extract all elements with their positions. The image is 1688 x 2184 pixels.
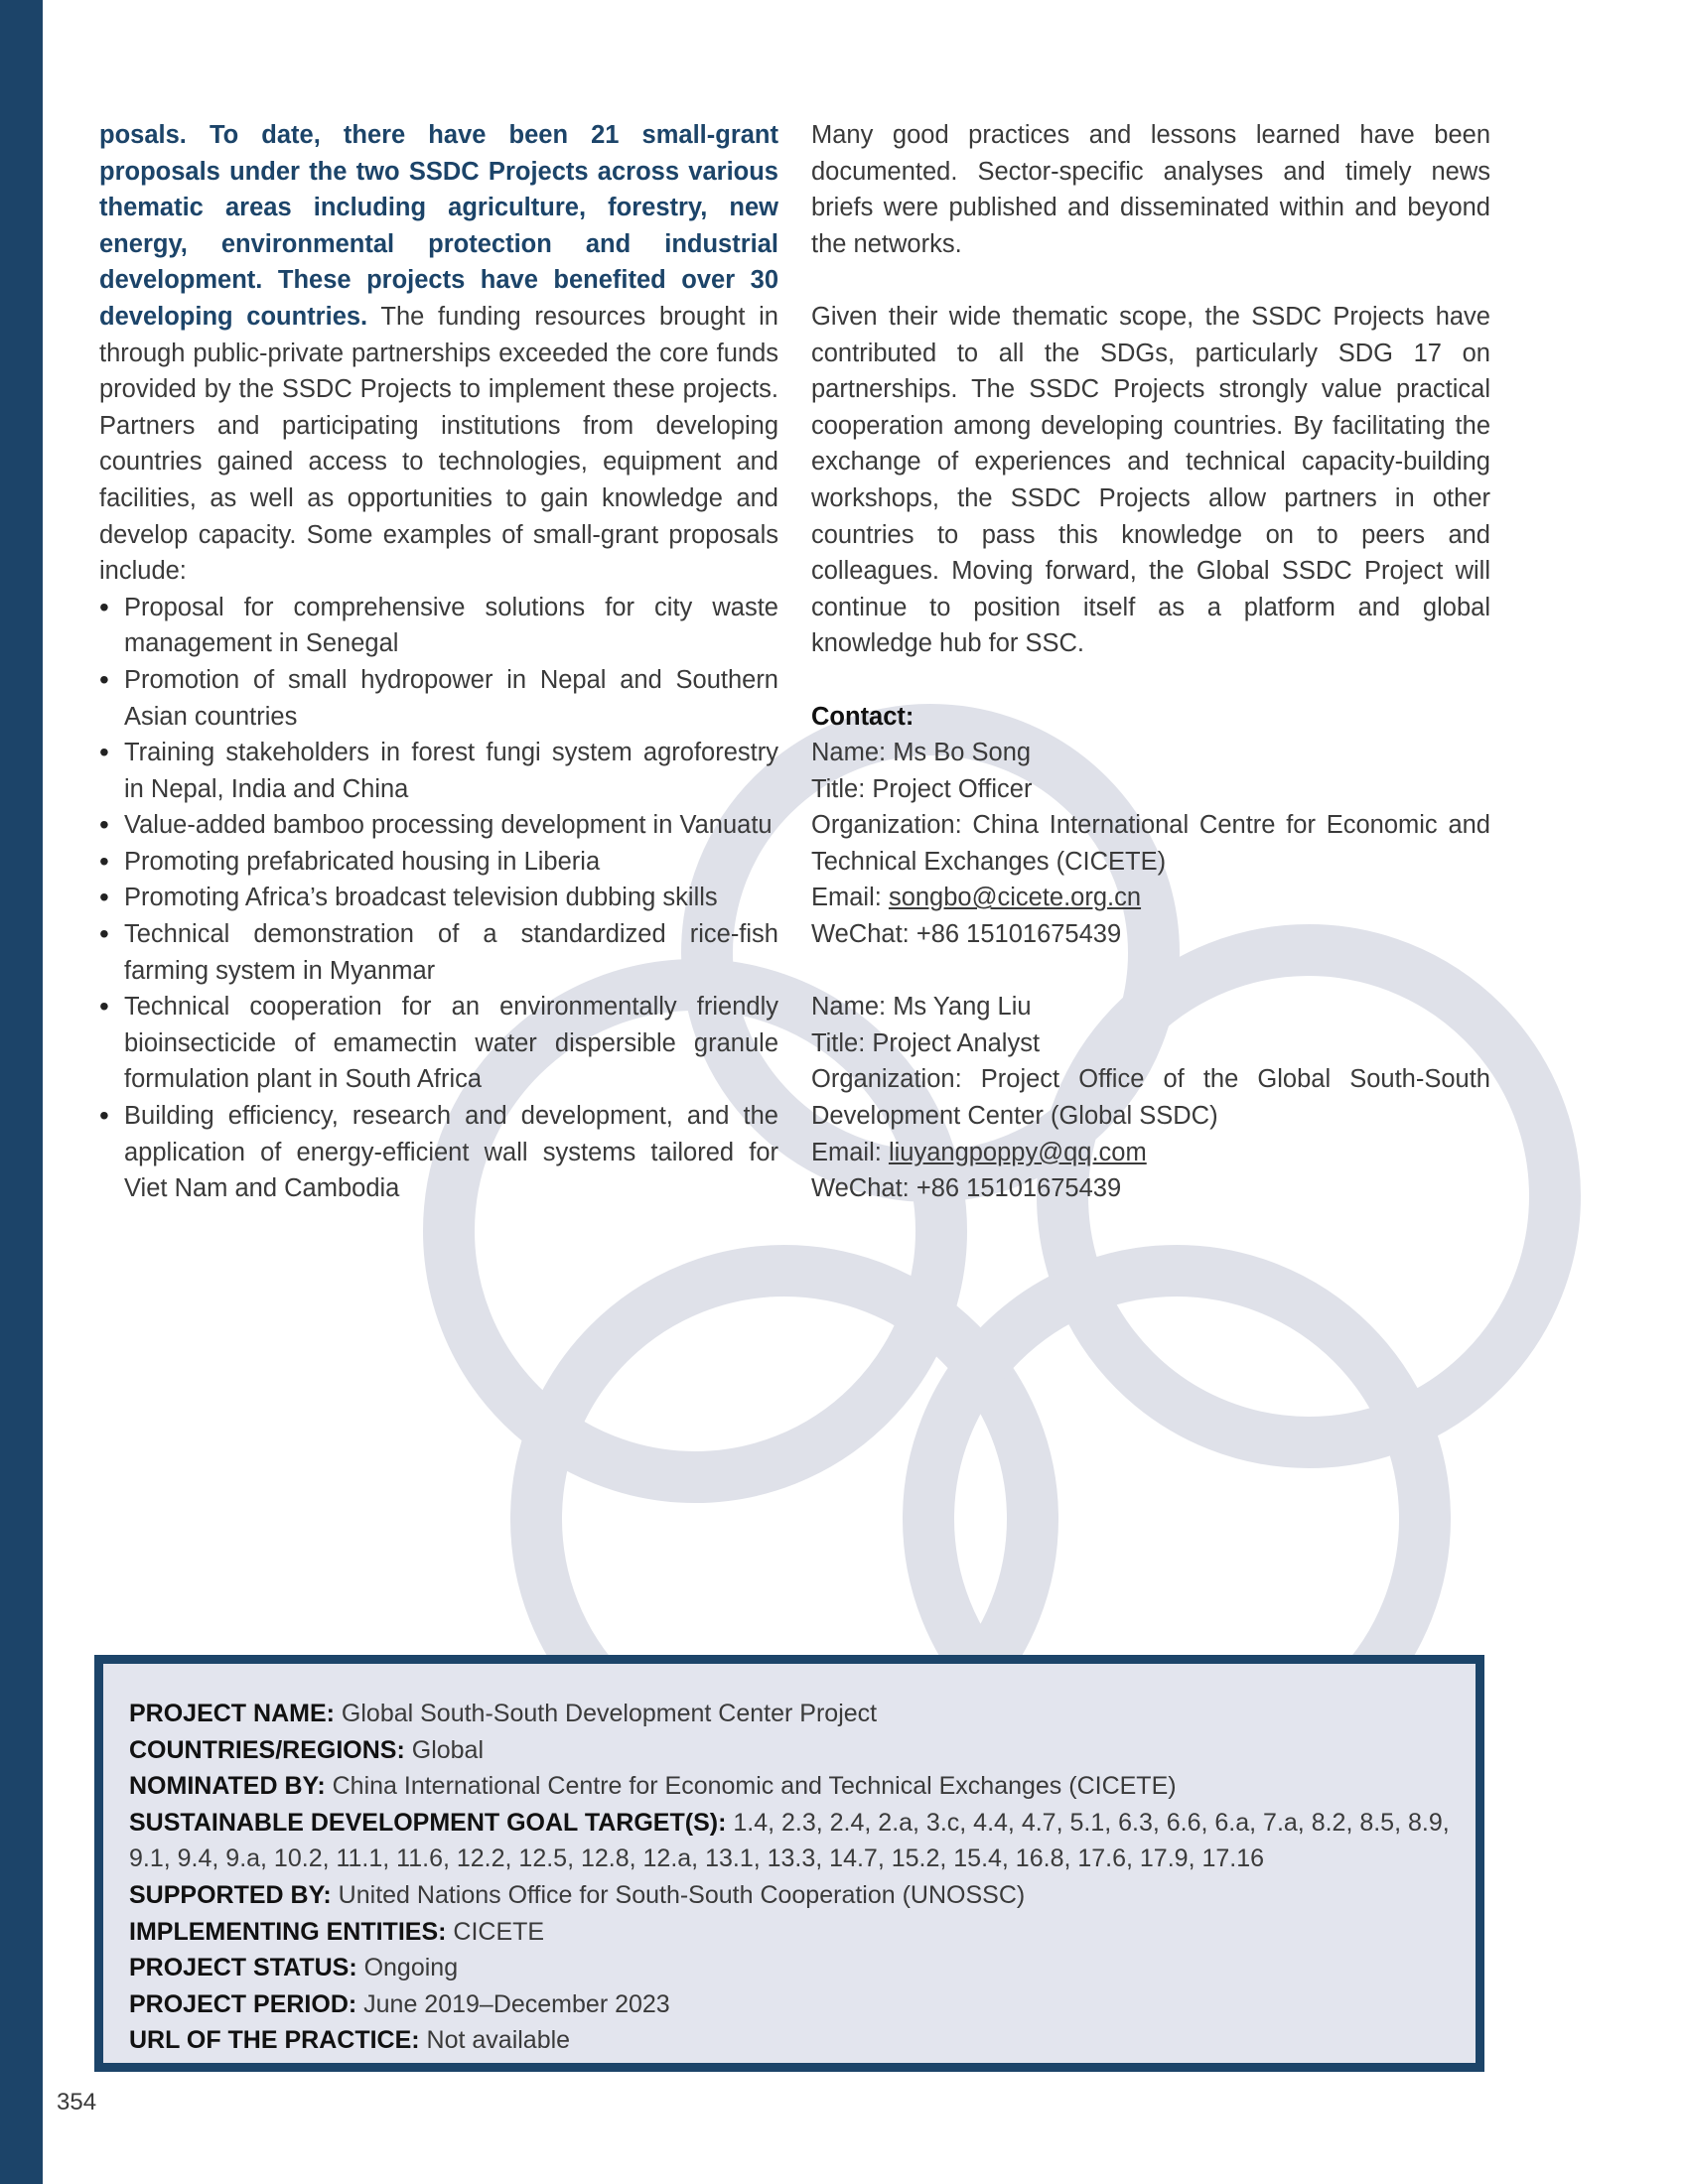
info-value: Ongoing xyxy=(356,1954,459,1982)
thematic-scope-paragraph: Given their wide thematic scope, the SSDC Projects have contributed to all the SDGs, particularly SDG 17 on partnerships. The SSDC Projects strongly value practical cooperation among developing countries. By facilitating the exchange of experiences and technical capacity-building workshops, the SSDC Projects allow partners in other countries to pass this knowledge on to peers and colleagues. Moving forward, the Global SSDC Project will continue to position itself as a platform and global knowledge hub for SSC. xyxy=(811,302,1490,658)
contact-name: Name: Ms Bo Song xyxy=(811,739,1032,767)
info-value: United Nations Office for South-South Cooperation (UNOSSC) xyxy=(331,1880,1026,1909)
info-row-project-name xyxy=(129,1696,1452,1732)
contact-organization: Organization: Project Office of the Global South-South Development Center (Global SSDC) xyxy=(811,1065,1490,1131)
list-item: • Building efficiency, research and development, and the application of energy-efficient wall systems tailored for Viet Nam and Cambodia xyxy=(99,1098,778,1207)
list-item: • Proposal for comprehensive solutions for city waste management in Senegal xyxy=(99,590,778,662)
email-link[interactable]: songbo@cicete.org.cn xyxy=(888,884,1142,912)
right-column xyxy=(811,117,1490,1207)
info-value: June 2019–December 2023 xyxy=(356,1989,670,2018)
info-value: Global South-South Development Center Project xyxy=(334,1700,878,1727)
info-row-supported-by xyxy=(129,1877,1452,1914)
list-item: • Technical cooperation for an environmentally friendly bioinsecticide of emamectin water dispersible granule formulation plant in South Africa xyxy=(99,989,778,1098)
info-label: PROJECT NAME: xyxy=(129,1700,335,1727)
info-value: CICETE xyxy=(446,1917,545,1946)
info-label: PROJECT PERIOD: xyxy=(129,1989,357,2018)
info-value: 1.4, 2.3, 2.4, 2.a, 3.c, 4.4, 4.7, 5.1, 6.3, 6.6, 6.a, 7.a, 8.2, 8.5, 8.9, 9.1, 9.4, 9.a, 10.2, 11.1, 11.6, 12.2, 12.5, 12.8, 12.a, 13.1, 13.3, 14.7, 15.2, 15.4, 16.8, 17.6, 17.9, 17.16 xyxy=(129,1808,1450,1873)
info-label: IMPLEMENTING ENTITIES: xyxy=(129,1917,447,1946)
info-label: SUSTAINABLE DEVELOPMENT GOAL TARGET(S): xyxy=(129,1808,727,1837)
page-side-bar xyxy=(0,0,43,2184)
list-item: • Value-added bamboo processing development in Vanuatu xyxy=(99,807,778,844)
small-grant-proposals-list xyxy=(99,590,778,1207)
info-row-sdg-targets xyxy=(129,1805,1452,1877)
left-column xyxy=(99,117,778,1207)
info-value: Not available xyxy=(419,2026,571,2055)
info-label: NOMINATED BY: xyxy=(129,1772,326,1801)
info-row-url xyxy=(129,2022,1452,2059)
intro-body-text: The funding resources brought in through public-private partnerships exceeded the core funds provided by the SSDC Projects to implement these projects. Partners and participating institutions from developing countries gained access to technologies, equipment and facilities, as well as opportunities to gain knowledge and develop capacity. Some examples of small-grant proposals include: xyxy=(99,302,778,586)
contact-title: Title: Project Analyst xyxy=(811,1028,1041,1057)
info-label: COUNTRIES/REGIONS: xyxy=(129,1735,405,1764)
info-label: PROJECT STATUS: xyxy=(129,1954,357,1982)
contact-block xyxy=(811,735,1490,953)
list-item: • Training stakeholders in forest fungi system agroforestry in Nepal, India and China xyxy=(99,735,778,807)
email-label: Email: xyxy=(811,1138,889,1166)
contact-email-line xyxy=(811,1135,1490,1171)
list-item: • Technical demonstration of a standardized rice-fish farming system in Myanmar xyxy=(99,916,778,989)
email-link[interactable]: liuyangpoppy@qq.com xyxy=(888,1138,1147,1166)
intro-paragraph xyxy=(99,117,778,590)
page-number: 354 xyxy=(57,2089,97,2116)
contact-organization: Organization: China International Centre for Economic and Technical Exchanges (CICETE) xyxy=(811,811,1490,876)
info-row-project-status xyxy=(129,1950,1452,1986)
info-row-nominated-by xyxy=(129,1768,1452,1805)
contact-block xyxy=(811,989,1490,1207)
email-label: Email: xyxy=(811,884,889,912)
contact-name: Name: Ms Yang Liu xyxy=(811,993,1032,1022)
contact-email-line xyxy=(811,880,1490,916)
info-row-countries xyxy=(129,1732,1452,1769)
list-item: • Promoting prefabricated housing in Liberia xyxy=(99,844,778,881)
info-row-project-period xyxy=(129,1986,1452,2023)
info-label: URL OF THE PRACTICE: xyxy=(129,2026,420,2055)
project-info-box xyxy=(94,1655,1484,2072)
info-label: SUPPORTED BY: xyxy=(129,1880,332,1909)
list-item: • Promoting Africa’s broadcast television dubbing skills xyxy=(99,880,778,916)
contact-wechat: WeChat: +86 15101675439 xyxy=(811,1174,1122,1203)
info-value: China International Centre for Economic and Technical Exchanges (CICETE) xyxy=(325,1772,1177,1801)
contact-wechat: WeChat: +86 15101675439 xyxy=(811,920,1122,949)
good-practices-paragraph: Many good practices and lessons learned have been documented. Sector-specific analyses and timely news briefs were published and disseminated within and beyond the networks. xyxy=(811,121,1490,258)
info-row-implementing-entities xyxy=(129,1914,1452,1951)
list-item: • Promotion of small hydropower in Nepal and Southern Asian countries xyxy=(99,662,778,735)
contact-title: Title: Project Officer xyxy=(811,774,1033,803)
info-value: Global xyxy=(404,1735,485,1764)
intro-bold-text: posals. To date, there have been 21 small-grant proposals under the two SSDC Projects across various thematic areas including agriculture, forestry, new energy, environmental protection and industrial development. These projects have benefited over 30 developing countries. xyxy=(99,121,778,331)
contact-heading: Contact: xyxy=(811,702,914,731)
